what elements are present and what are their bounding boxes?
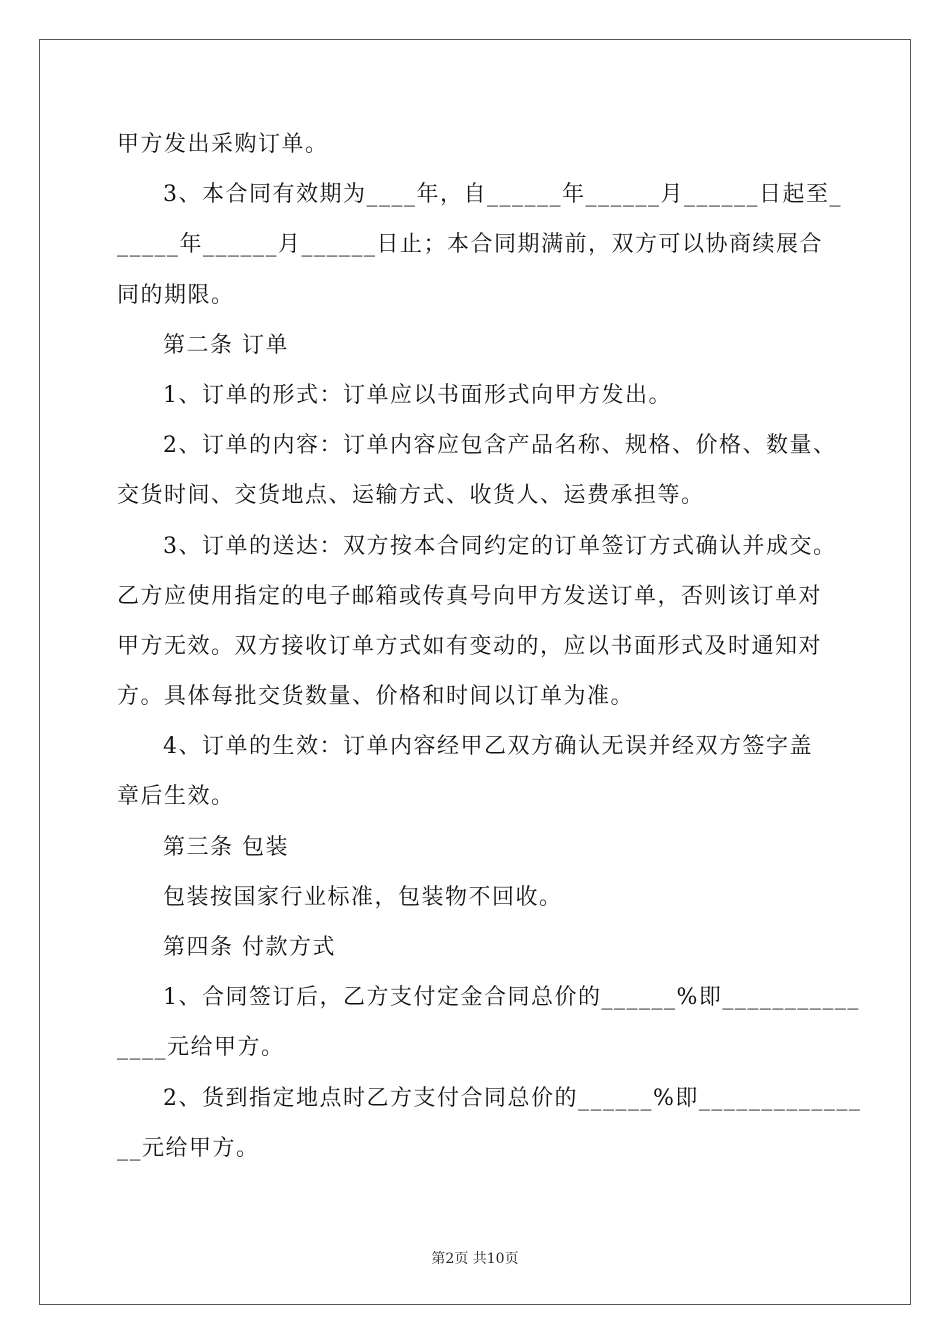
paragraph-line: __元给甲方。 — [117, 1135, 260, 1161]
section-heading: 第四条 付款方式 — [163, 935, 336, 960]
paragraph-line: _____年______月______日止；本合同期满前，双方可以协商续展合 — [117, 232, 824, 258]
page-number-footer: 第2页 共10页 — [431, 1251, 519, 1267]
section-heading: 第三条 包装 — [163, 834, 289, 860]
paragraph-line: 3、订单的送达：双方按本合同约定的订单签订方式确认并成交。 — [163, 533, 837, 559]
paragraph-line: 包装按国家行业标准，包装物不回收。 — [163, 884, 563, 910]
paragraph-line: 2、订单的内容：订单内容应包含产品名称、规格、价格、数量、 — [163, 433, 837, 459]
paragraph-line: 1、订单的形式：订单应以书面形式向甲方发出。 — [163, 382, 672, 408]
paragraph-line: 甲方无效。双方接收订单方式如有变动的，应以书面形式及时通知对 — [117, 633, 823, 659]
paragraph-line: 甲方发出采购订单。 — [117, 132, 329, 157]
paragraph-line: 4、订单的生效：订单内容经甲乙双方确认无误并经双方签字盖 — [163, 734, 813, 760]
paragraph-line: 章后生效。 — [117, 784, 235, 810]
paragraph-line: 3、本合同有效期为____年，自______年______月______日起至_ — [163, 182, 842, 208]
paragraph-line: 乙方应使用指定的电子邮箱或传真号向甲方发送订单，否则该订单对 — [117, 583, 823, 609]
paragraph-line: 2、货到指定地点时乙方支付合同总价的______%即_____________ — [163, 1085, 862, 1111]
paragraph-line: 交货时间、交货地点、运输方式、收货人、运费承担等。 — [117, 483, 705, 509]
paragraph-line: 1、合同签订后，乙方支付定金合同总价的______%即___________ — [163, 985, 860, 1011]
paragraph-line: 方。具体每批交货数量、价格和时间以订单为准。 — [117, 684, 635, 710]
section-heading: 第二条 订单 — [163, 332, 289, 358]
document-body — [117, 120, 862, 1174]
paragraph-line: ____元给甲方。 — [117, 1035, 285, 1061]
paragraph-line: 同的期限。 — [117, 282, 235, 308]
